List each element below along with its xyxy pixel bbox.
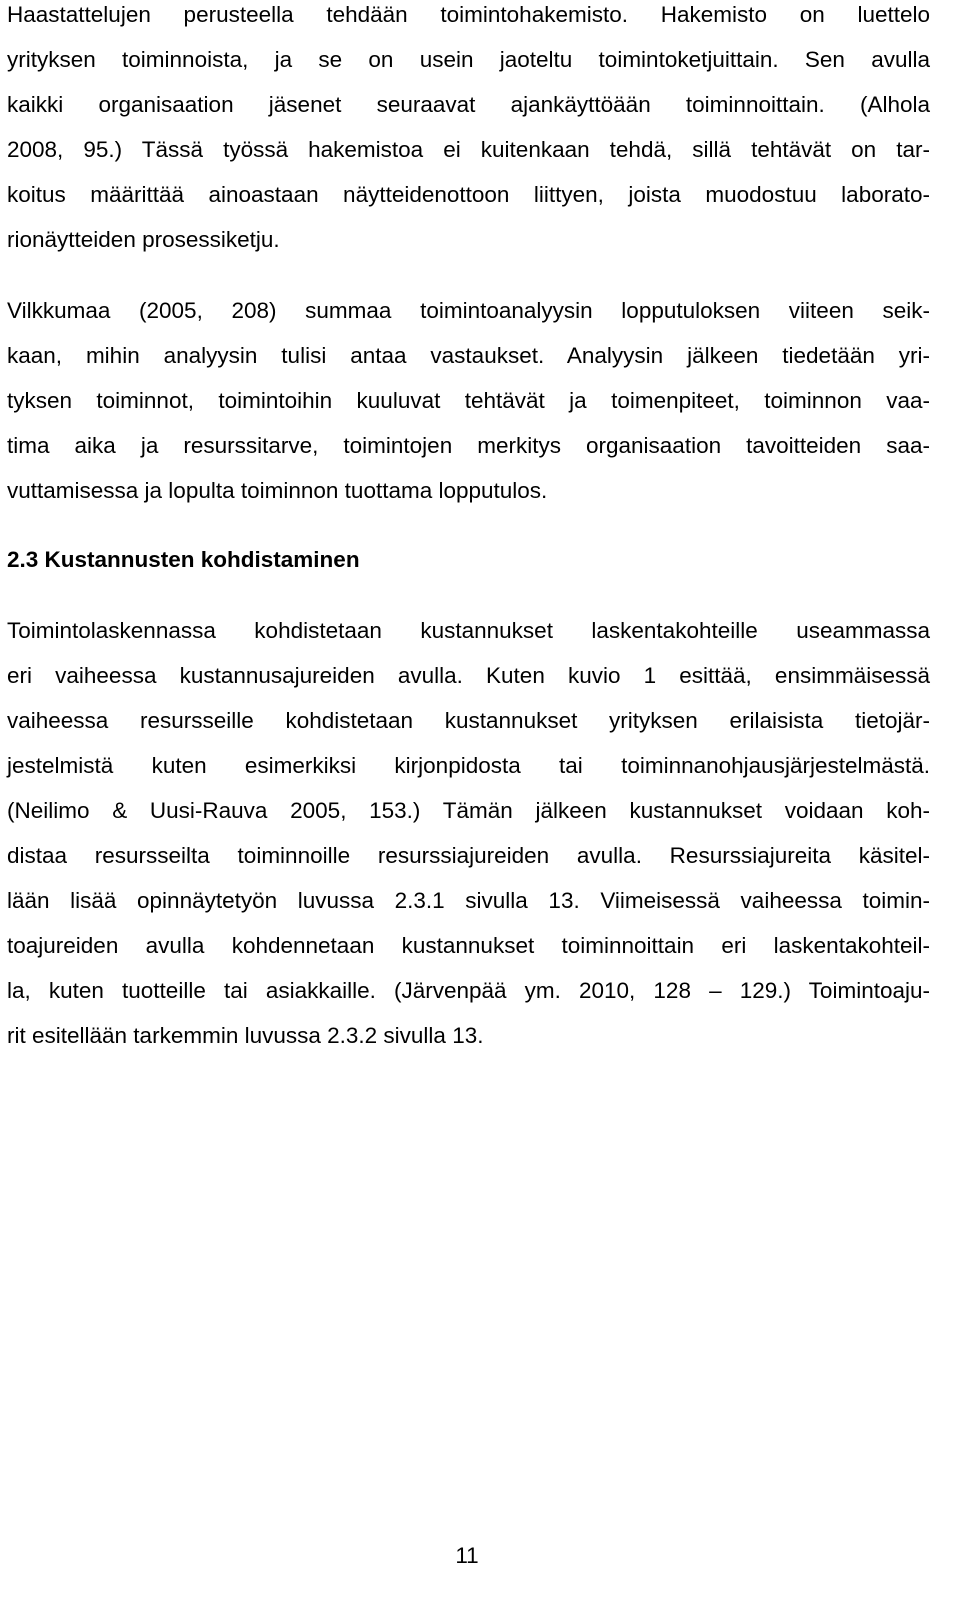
paragraph-line: jestelmistä kuten esimerkiksi kirjonpidosta tai toiminnanohjausjärjestelmästä. [7, 753, 930, 778]
paragraph-line: Toimintolaskennassa kohdistetaan kustannukset laskentakohteille useammassa [7, 618, 930, 643]
paragraph-line: tima aika ja resurssitarve, toimintojen merkitys organisaation tavoitteiden saa- [7, 433, 930, 458]
paragraph-line: lään lisää opinnäytetyön luvussa 2.3.1 sivulla 13. Viimeisessä vaiheessa toimin- [7, 888, 930, 913]
paragraph-line: (Neilimo & Uusi-Rauva 2005, 153.) Tämän jälkeen kustannukset voidaan koh- [7, 798, 930, 823]
paragraph-line: rit esitellään tarkemmin luvussa 2.3.2 sivulla 13. [7, 1023, 484, 1048]
paragraph-line: Haastattelujen perusteella tehdään toimintohakemisto. Hakemisto on luettelo [7, 2, 930, 27]
paragraph-line: vaiheessa resursseille kohdistetaan kustannukset yrityksen erilaisista tietojär- [7, 708, 930, 733]
section-heading: 2.3 Kustannusten kohdistaminen [7, 547, 360, 572]
paragraph-line: toajureiden avulla kohdennetaan kustannukset toiminnoittain eri laskentakohteil- [7, 933, 930, 958]
paragraph-line: rionäytteiden prosessiketju. [7, 227, 280, 252]
paragraph-line: distaa resursseilta toiminnoille resurssiajureiden avulla. Resurssiajureita käsitel- [7, 843, 930, 868]
paragraph-line: tyksen toiminnot, toimintoihin kuuluvat tehtävät ja toimenpiteet, toiminnon vaa- [7, 388, 930, 413]
paragraph-line: eri vaiheessa kustannusajureiden avulla. Kuten kuvio 1 esittää, ensimmäisessä [7, 663, 930, 688]
page-number: 11 [455, 1543, 479, 1568]
paragraph-line: 2008, 95.) Tässä työssä hakemistoa ei kuitenkaan tehdä, sillä tehtävät on tar- [7, 137, 930, 162]
paragraph-line: kaikki organisaation jäsenet seuraavat ajankäyttöään toiminnoittain. (Alhola [7, 92, 930, 117]
paragraph-line: la, kuten tuotteille tai asiakkaille. (Järvenpää ym. 2010, 128 – 129.) Toimintoaju- [7, 978, 930, 1003]
paragraph-line: Vilkkumaa (2005, 208) summaa toimintoanalyysin lopputuloksen viiteen seik- [7, 298, 930, 323]
paragraph-line: yrityksen toiminnoista, ja se on usein jaoteltu toimintoketjuittain. Sen avulla [7, 47, 930, 72]
paragraph-line: kaan, mihin analyysin tulisi antaa vastaukset. Analyysin jälkeen tiedetään yri- [7, 343, 930, 368]
paragraph-line: koitus määrittää ainoastaan näytteidenottoon liittyen, joista muodostuu laborato- [7, 182, 930, 207]
paragraph-line: vuttamisessa ja lopulta toiminnon tuottama lopputulos. [7, 478, 548, 503]
